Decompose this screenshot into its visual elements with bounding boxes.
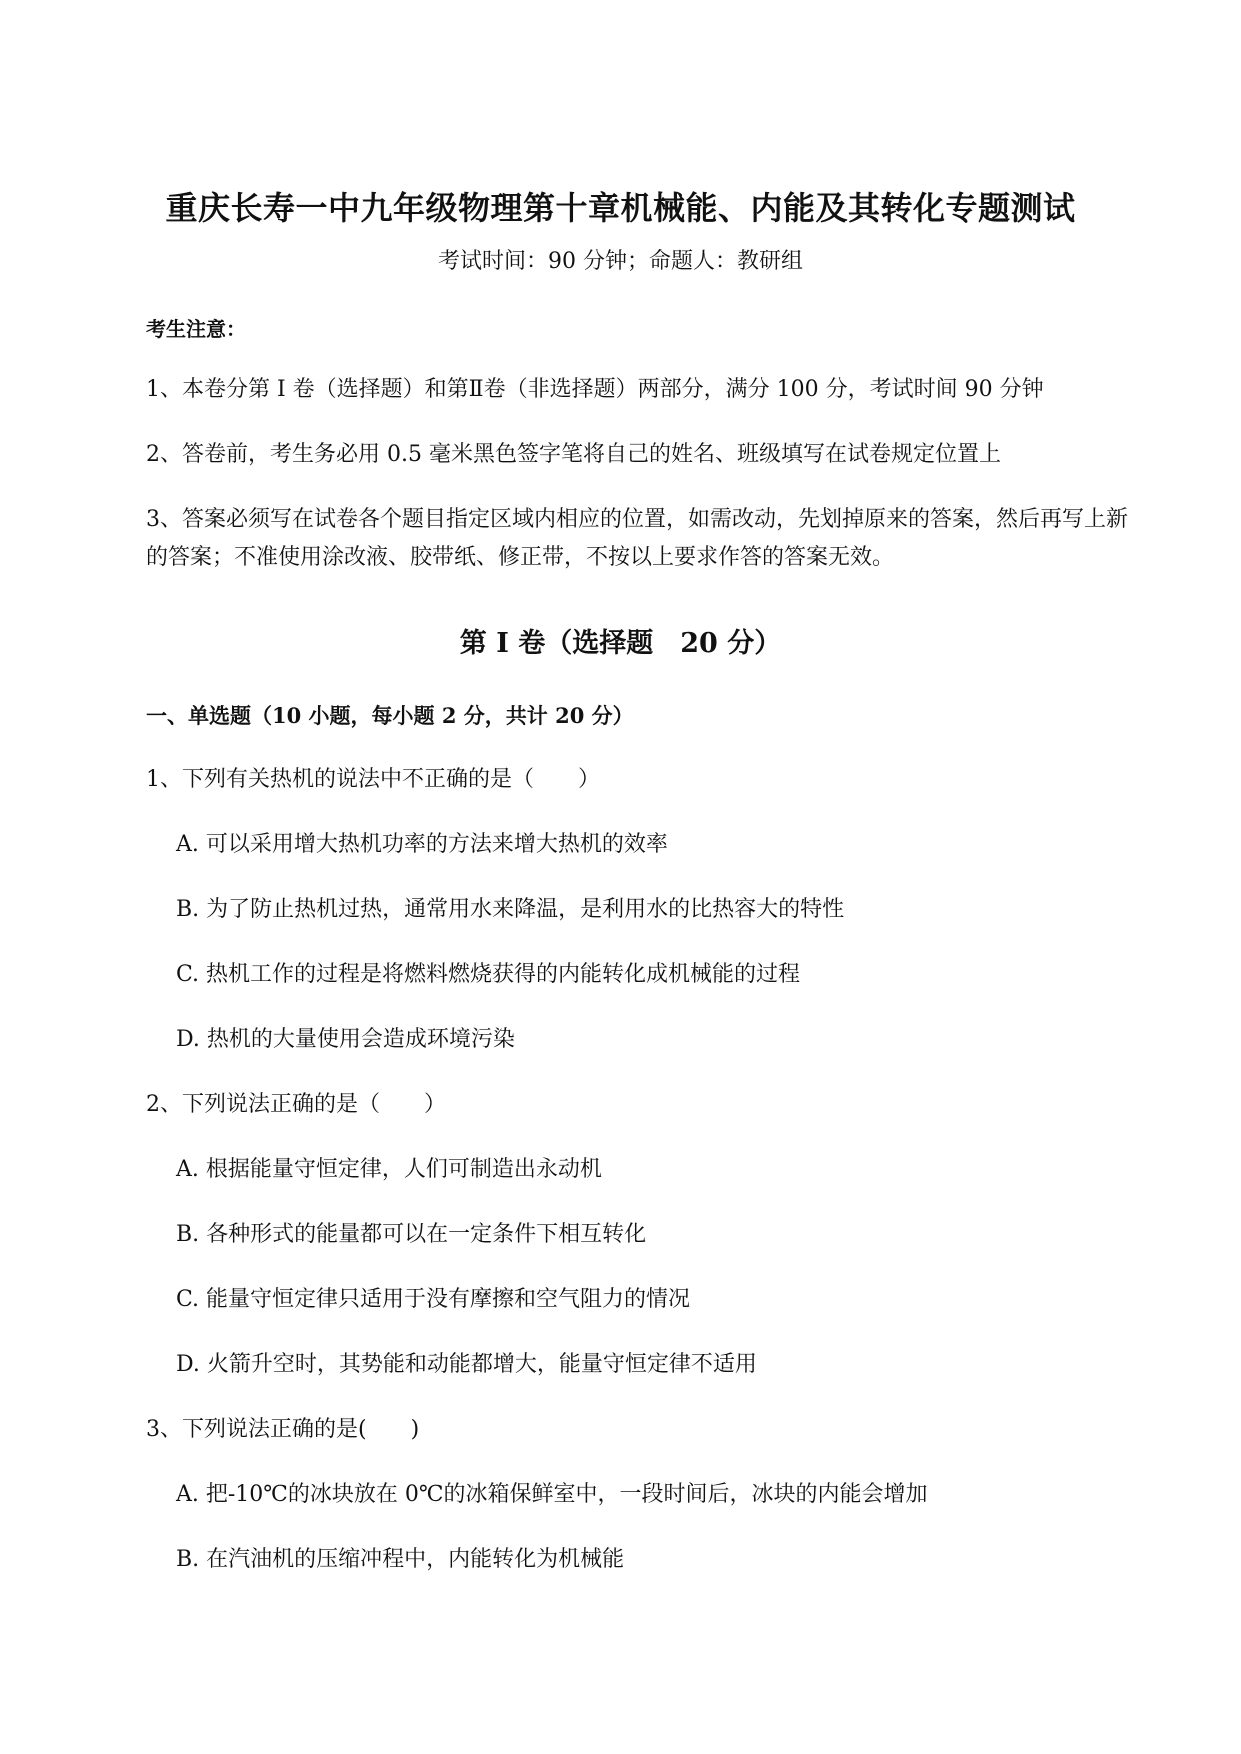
exam-title: 重庆长寿一中九年级物理第十章机械能、内能及其转化专题测试 xyxy=(165,189,1076,227)
question-option: B. 在汽油机的压缩冲程中，内能转化为机械能 xyxy=(176,1547,625,1572)
section-title: 第 I 卷（选择题 20 分） xyxy=(459,628,782,659)
question-option: A. 把-10℃的冰块放在 0℃的冰箱保鲜室中，一段时间后，冰块的内能会增加 xyxy=(176,1482,928,1507)
exam-subtitle: 考试时间：90 分钟；命题人：教研组 xyxy=(438,249,803,274)
question-stem: 3、下列说法正确的是( ) xyxy=(146,1417,420,1442)
notice-item: 1、本卷分第 I 卷（选择题）和第Ⅱ卷（非选择题）两部分，满分 100 分，考试时间 90 分钟 xyxy=(146,377,1044,402)
notice-item: 2、答卷前，考生务必用 0.5 毫米黑色签字笔将自己的姓名、班级填写在试卷规定位置上 xyxy=(146,442,1001,467)
question-option: A. 可以采用增大热机功率的方法来增大热机的效率 xyxy=(176,832,668,857)
question-option: B. 为了防止热机过热，通常用水来降温，是利用水的比热容大的特性 xyxy=(176,897,845,922)
question-option: C. 热机工作的过程是将燃料燃烧获得的内能转化成机械能的过程 xyxy=(176,962,801,987)
question-option: D. 火箭升空时，其势能和动能都增大，能量守恒定律不适用 xyxy=(176,1352,757,1377)
notice-item: 3、答案必须写在试卷各个题目指定区域内相应的位置，如需改动，先划掉原来的答案，然后再写上新 xyxy=(146,507,1129,532)
notice-item-continued: 的答案；不准使用涂改液、胶带纸、修正带，不按以上要求作答的答案无效。 xyxy=(146,545,895,570)
question-option: D. 热机的大量使用会造成环境污染 xyxy=(176,1027,515,1052)
question-option: A. 根据能量守恒定律，人们可制造出永动机 xyxy=(176,1157,602,1182)
section-heading: 一、单选题（10 小题，每小题 2 分，共计 20 分） xyxy=(146,703,634,728)
question-stem: 1、下列有关热机的说法中不正确的是（ ） xyxy=(146,767,600,792)
question-stem: 2、下列说法正确的是（ ） xyxy=(146,1092,446,1117)
question-option: C. 能量守恒定律只适用于没有摩擦和空气阻力的情况 xyxy=(176,1287,691,1312)
question-option: B. 各种形式的能量都可以在一定条件下相互转化 xyxy=(176,1222,647,1247)
notice-heading: 考生注意： xyxy=(146,317,246,341)
